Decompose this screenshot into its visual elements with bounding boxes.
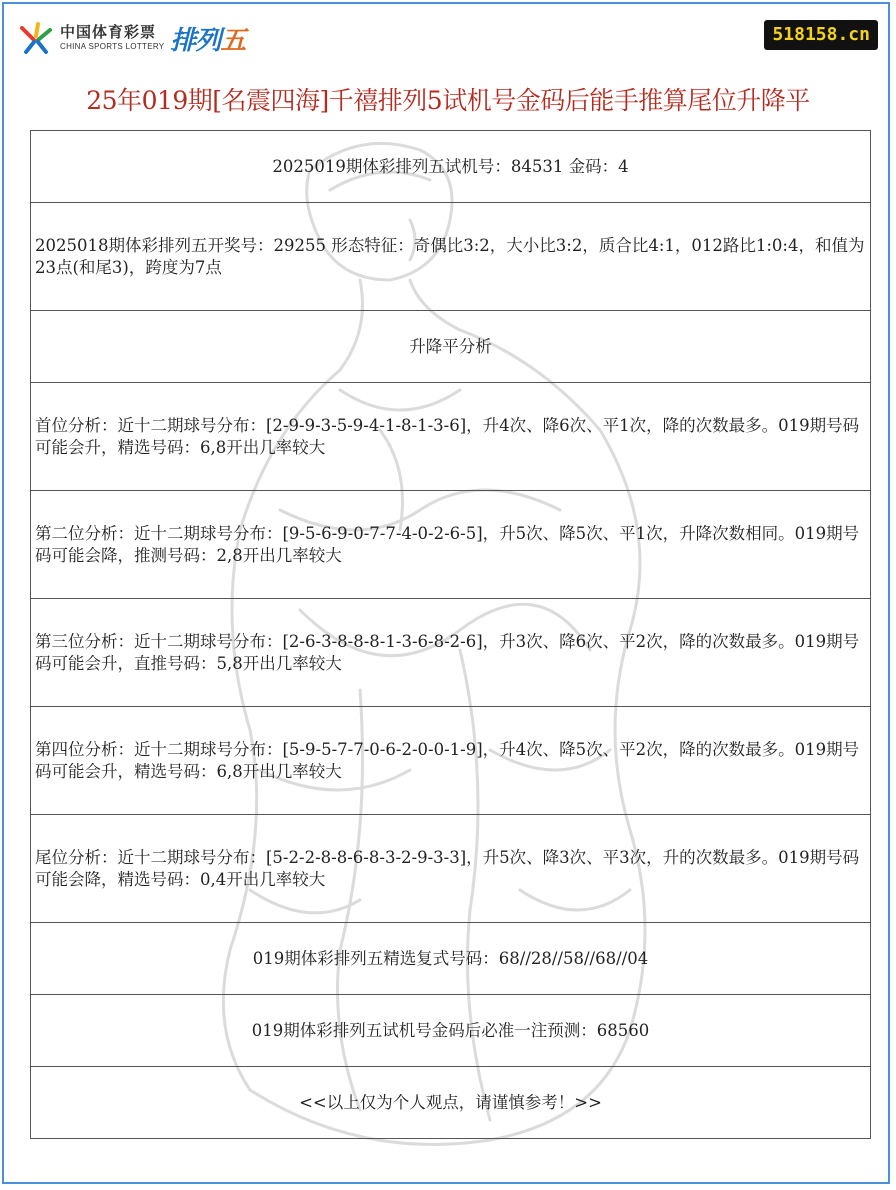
compound-numbers-row: 019期体彩排列五精选复式号码：68//28//58//68//04 bbox=[31, 923, 871, 995]
fourth-position-analysis: 第四位分析：近十二期球号分布：[5-9-5-7-7-0-6-2-0-0-1-9]，升4次、降5次、平2次，降的次数最多。019期号码可能会升，精选号码：6,8开出几率较大 bbox=[31, 707, 871, 815]
wu-text: 五 bbox=[220, 24, 246, 55]
disclaimer-row: <<以上仅为个人观点，请谨慎参考！>> bbox=[31, 1067, 871, 1139]
china-sports-lottery-logo bbox=[18, 18, 245, 58]
third-position-analysis: 第三位分析：近十二期球号分布：[2-6-3-8-8-8-1-3-6-8-2-6]，升3次、降6次、平2次，降的次数最多。019期号码可能会升，直推号码：5,8开出几率较大 bbox=[31, 599, 871, 707]
lottery-star-icon bbox=[18, 20, 54, 56]
page-title: 25年019期[名震四海]千禧排列5试机号金码后能手推算尾位升降平 bbox=[86, 85, 810, 115]
logo-en-text: CHINA SPORTS LOTTERY bbox=[60, 42, 165, 51]
last-position-analysis: 尾位分析：近十二期球号分布：[5-2-2-8-8-6-8-3-2-9-3-3]，升5次、降3次、平3次，升的次数最多。019期号码可能会降，精选号码：0,4开出几率较大 bbox=[31, 815, 871, 923]
analysis-table bbox=[30, 130, 871, 1139]
pailie5-logo bbox=[170, 20, 245, 57]
previous-draw-row: 2025018期体彩排列五开奖号：29255 形态特征：奇偶比3:2，大小比3:2，质合比4:1，012路比1:0:4，和值为23点(和尾3)，跨度为7点 bbox=[31, 203, 871, 311]
site-badge[interactable]: 518158.cn bbox=[764, 20, 878, 50]
pailie-text: 排列 bbox=[170, 24, 221, 55]
prediction-row: 019期体彩排列五试机号金码后必准一注预测：68560 bbox=[31, 995, 871, 1067]
second-position-analysis: 第二位分析：近十二期球号分布：[9-5-6-9-0-7-7-4-0-2-6-5]，升5次、降5次、平1次，升降次数相同。019期号码可能会降，推测号码：2,8开出几率较大 bbox=[31, 491, 871, 599]
logo-cn-text: 中国体育彩票 bbox=[60, 24, 157, 41]
trial-number-row: 2025019期体彩排列五试机号：84531 金码：4 bbox=[31, 131, 871, 203]
section-heading: 升降平分析 bbox=[31, 311, 871, 383]
first-position-analysis: 首位分析：近十二期球号分布：[2-9-9-3-5-9-4-1-8-1-3-6]，升4次、降6次、平1次，降的次数最多。019期号码可能会升，精选号码：6,8开出几率较大 bbox=[31, 383, 871, 491]
